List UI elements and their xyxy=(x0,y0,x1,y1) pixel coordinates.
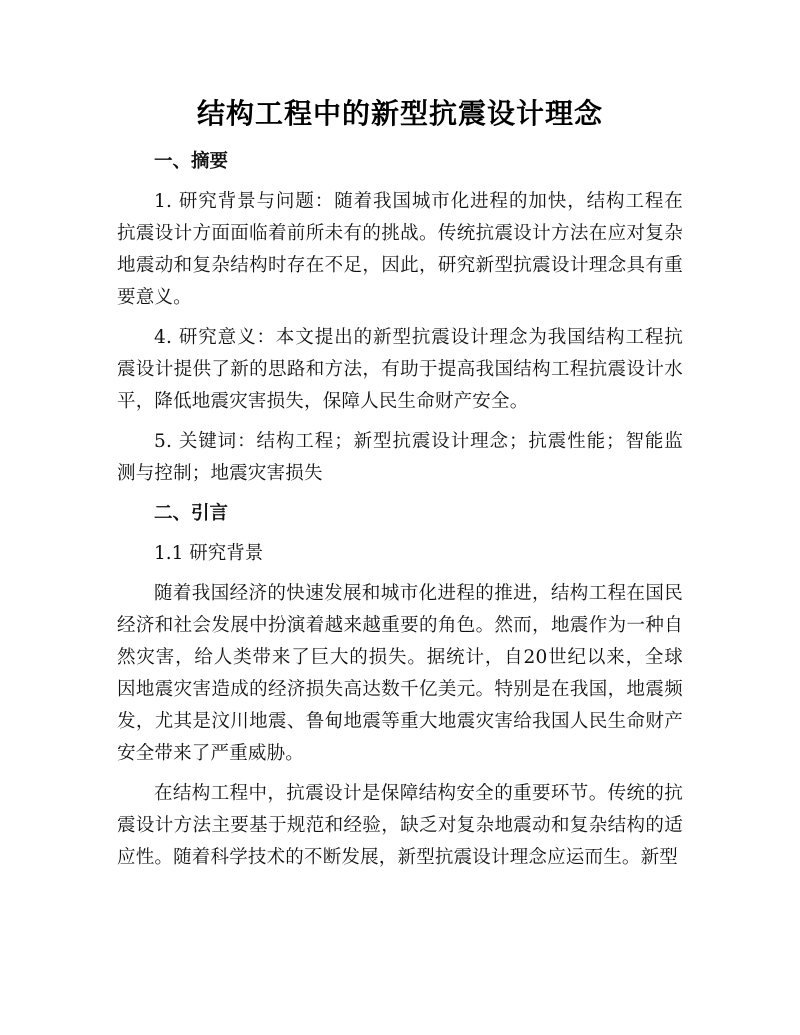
abstract-paragraph-2: 4. 研究意义：本文提出的新型抗震设计理念为我国结构工程抗震设计提供了新的思路和方法，有助于提高我国结构工程抗震设计水平，降低地震灾害损失，保障人民生命财产安全。 xyxy=(117,327,683,412)
introduction-paragraph-2: 在结构工程中，抗震设计是保障结构安全的重要环节。传统的抗震设计方法主要基于规范和经验，缺乏对复杂地震动和复杂结构的适应性。随着科学技术的不断发展，新型抗震设计理念应运而生。新型 xyxy=(117,783,683,868)
introduction-paragraph-1: 随着我国经济的快速发展和城市化进程的推进，结构工程在国民经济和社会发展中扮演着越来越重要的角色。然而，地震作为一种自然灾害，给人类带来了巨大的损失。据统计，自20世纪以来，全球因地震灾害造成的经济损失高达数千亿美元。特别是在我国，地震频发，尤其是汶川地震、鲁甸地震等重大地震灾害给我国人民生命财产安全带来了严重威胁。 xyxy=(117,583,683,764)
subsection-heading-background: 1.1 研究背景 xyxy=(154,543,264,564)
document-body xyxy=(117,146,683,882)
section-heading-abstract: 一、摘要 xyxy=(154,151,229,172)
abstract-paragraph-3: 5. 关键词：结构工程；新型抗震设计理念；抗震性能；智能监测与控制；地震灾害损失 xyxy=(117,431,683,484)
section-heading-introduction: 二、引言 xyxy=(154,503,229,524)
document-title: 结构工程中的新型抗震设计理念 xyxy=(196,97,603,130)
abstract-paragraph-1: 1. 研究背景与问题：随着我国城市化进程的加快，结构工程在抗震设计方面面临着前所未有的挑战。传统抗震设计方法在应对复杂地震动和复杂结构时存在不足，因此，研究新型抗震设计理念具有重要意义。 xyxy=(117,191,683,308)
